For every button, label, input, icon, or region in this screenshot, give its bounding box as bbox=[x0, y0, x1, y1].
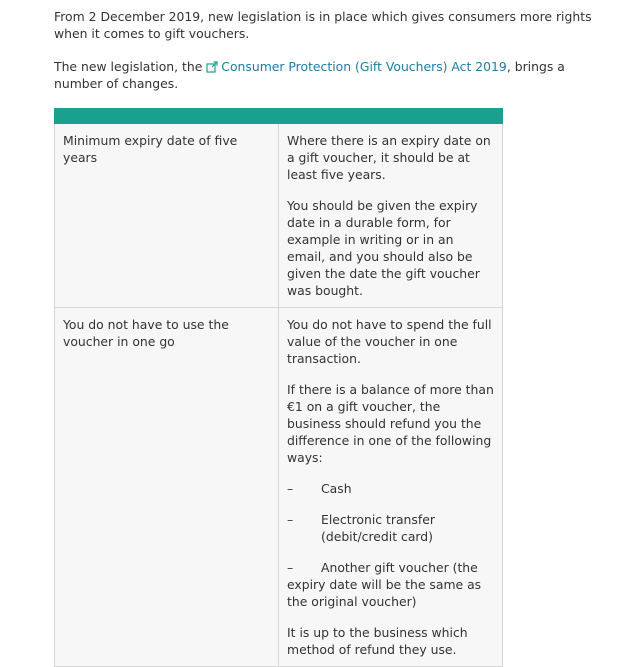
dash-marker: – bbox=[287, 512, 294, 527]
list-item bbox=[287, 511, 494, 545]
detail-paragraph: Where there is an expiry date on a gift voucher, it should be at least five years. bbox=[287, 133, 491, 182]
legislation-text-after: , brings a number of changes. bbox=[54, 59, 565, 91]
detail-paragraph: You should be given the expiry date in a durable form, for example in writing or in an email, and you should also be given the date the gift voucher was bought. bbox=[287, 198, 480, 298]
detail-paragraph: You do not have to spend the full value of the voucher in one transaction. bbox=[287, 317, 492, 366]
list-item bbox=[287, 559, 494, 610]
list-item-text: Cash bbox=[321, 481, 352, 496]
external-link-icon bbox=[206, 61, 218, 73]
list-item-text: Another gift voucher (the expiry date will be the same as the original voucher) bbox=[287, 560, 482, 609]
row-detail-cell bbox=[279, 124, 503, 308]
detail-paragraph: It is up to the business which method of refund they use. bbox=[287, 625, 468, 657]
legislation-link[interactable] bbox=[206, 59, 507, 74]
legislation-paragraph bbox=[54, 58, 594, 92]
table-row bbox=[55, 308, 503, 667]
list-item bbox=[287, 480, 494, 497]
row-detail-cell bbox=[279, 308, 503, 667]
table-header-cell-2 bbox=[279, 109, 503, 124]
table-row bbox=[55, 124, 503, 308]
legislation-text-before: The new legislation, the bbox=[54, 59, 207, 74]
row-label-cell bbox=[55, 308, 279, 667]
intro-paragraph: From 2 December 2019, new legislation is in place which gives consumers more rights when it comes to gift vouchers. bbox=[54, 9, 592, 41]
row-label: Minimum expiry date of five years bbox=[63, 133, 238, 165]
table-header-row bbox=[55, 109, 503, 124]
row-label: You do not have to use the voucher in one go bbox=[63, 317, 229, 349]
row-label-cell bbox=[55, 124, 279, 308]
list-item-text: Electronic transfer (debit/credit card) bbox=[321, 512, 435, 544]
table-header-cell-1 bbox=[55, 109, 279, 124]
changes-table bbox=[54, 108, 503, 667]
dash-marker: – bbox=[287, 560, 294, 575]
legislation-link-label: Consumer Protection (Gift Vouchers) Act 2019 bbox=[221, 59, 507, 74]
dash-marker: – bbox=[287, 481, 294, 496]
detail-paragraph: If there is a balance of more than €1 on a gift voucher, the business should refund you the difference in one of the following ways: bbox=[287, 382, 494, 465]
